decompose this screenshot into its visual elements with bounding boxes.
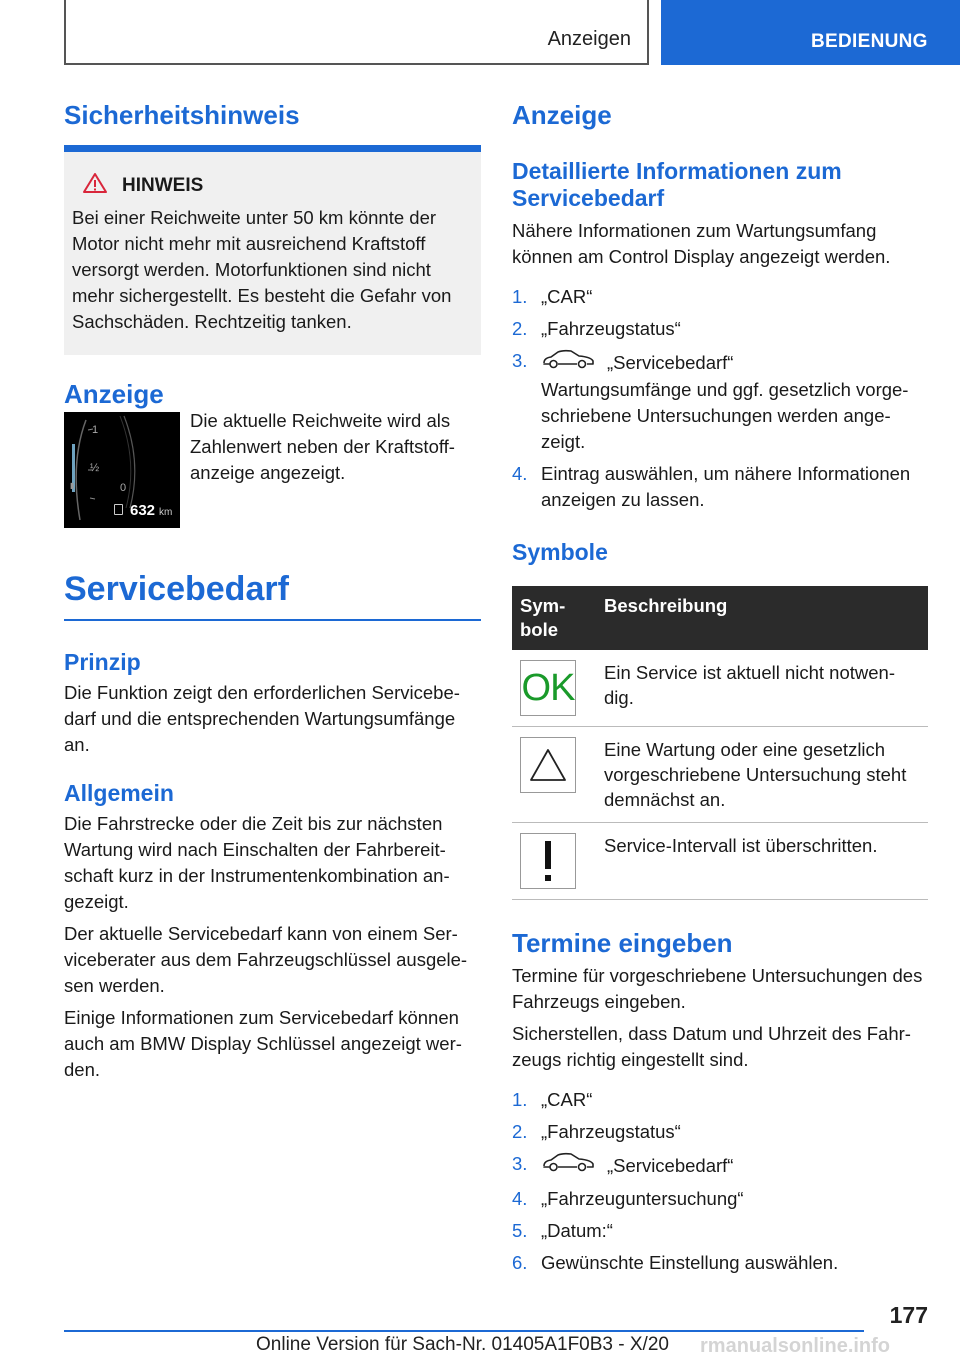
right-column — [512, 100, 928, 1276]
list-item: 4. Eintrag auswählen, um nähere Informationen anzeigen zu lassen. — [512, 463, 911, 510]
list-item: 3. „Servicebedarf“ Wartungsumfänge und ggf. gesetzlich vorge-schriebene Untersuchungen werden ange-zeigt. — [512, 350, 909, 452]
safety-heading-rule — [64, 145, 481, 152]
anzeige-heading-right: Anzeige — [512, 100, 612, 130]
list-item: 3. „Servicebedarf“ — [512, 1151, 928, 1180]
list-item: 6. Gewünschte Einstellung auswählen. — [512, 1252, 839, 1273]
gauge-mark-1: 1 — [92, 424, 99, 436]
list-item: 2. „Fahrzeugstatus“ — [512, 318, 681, 339]
page-number: 177 — [889, 1302, 928, 1328]
service-heading: Servicebedarf — [64, 570, 289, 608]
table-cell: Ein Service ist aktuell nicht notwen-dig. — [596, 650, 928, 727]
table-cell: Eine Wartung oder eine gesetzlich vorgeschriebene Untersuchung steht demnächst an. — [596, 727, 928, 823]
gauge-range-unit: km — [159, 507, 173, 518]
termine-steps-list — [512, 1087, 928, 1276]
notice-header — [82, 172, 473, 199]
symbols-table — [512, 586, 928, 900]
termine-paragraph-2: Sicherstellen, dass Datum und Uhrzeit des Fahr-zeugs richtig eingestellt sind. — [512, 1023, 911, 1070]
list-item: 1. „CAR“ — [512, 1089, 593, 1110]
watermark: rmanualsonline.info — [700, 1335, 891, 1357]
table-cell: Service-Intervall ist überschritten. — [596, 823, 928, 900]
allgemein-heading: Allgemein — [64, 780, 174, 806]
exclamation-icon — [520, 833, 576, 889]
termine-heading: Termine eingeben — [512, 928, 733, 958]
prinzip-text: Die Funktion zeigt den erforderlichen Servicebe-darf und die entsprechenden Wartungsumfänge an. — [64, 682, 460, 755]
footer-text: Online Version für Sach-Nr. 01405A1F0B3 - X/20 — [256, 1334, 669, 1355]
detail-text: Nähere Informationen zum Wartungsumfang können am Control Display angezeigt werden. — [512, 220, 891, 267]
fuel-pump-icon — [114, 504, 123, 515]
header-section-label: Anzeigen — [547, 28, 631, 50]
gauge-mark-half: ½ — [90, 462, 100, 474]
warning-triangle-icon — [520, 737, 576, 793]
detail-heading: Detaillierte Informationen zum Servicebedarf — [512, 158, 842, 211]
car-icon — [541, 348, 597, 377]
fuel-gauge-image — [64, 412, 180, 528]
warning-icon — [82, 172, 108, 199]
notice-text: Bei einer Reichweite unter 50 km könnte der Motor nicht mehr mit ausreichend Kraftstoff versorgt werden. Motorfunktionen sind nicht mehr sichergestellt. Es besteht die Gefahr von Sachschäden. Rechtzeitig tanken. — [72, 207, 452, 332]
list-item: 2. „Fahrzeugstatus“ — [512, 1121, 681, 1142]
anzeige-block — [64, 412, 481, 528]
anzeige-text: Die aktuelle Reichweite wird als Zahlenwert neben der Kraftstoff-anzeige angezeigt. — [190, 410, 455, 483]
list-item: 4. „Fahrzeuguntersuchung“ — [512, 1188, 744, 1209]
anzeige-heading: Anzeige — [64, 379, 164, 409]
footer-rule — [64, 1330, 864, 1332]
symbole-heading: Symbole — [512, 539, 608, 565]
header-chapter-label: BEDIENUNG — [811, 31, 928, 52]
list-item: 5. „Datum:“ — [512, 1220, 613, 1241]
service-heading-rule — [64, 619, 481, 621]
left-column — [64, 100, 481, 1083]
safety-heading: Sicherheitshinweis — [64, 100, 300, 130]
allgemein-paragraph-1: Die Fahrstrecke oder die Zeit bis zur nächsten Wartung wird nach Einschalten der Fahrbereit-schaft kurz in der Instrumentenkombination an-gezeigt. — [64, 813, 450, 912]
service-steps-list — [512, 284, 928, 513]
table-row — [512, 650, 928, 727]
car-icon — [541, 1151, 597, 1180]
header-section-tab — [64, 0, 649, 65]
notice-title: HINWEIS — [122, 174, 204, 196]
table-row — [512, 727, 928, 823]
gauge-mark-0: 0 — [120, 482, 127, 494]
header-chapter-tab — [661, 0, 960, 65]
svg-text:▮: ▮ — [70, 481, 75, 490]
allgemein-paragraph-2: Der aktuelle Servicebedarf kann von einem Ser-viceberater aus dem Fahrzeugschlüssel ausgele-sen werden. — [64, 923, 468, 996]
list-item: 1. „CAR“ — [512, 286, 593, 307]
prinzip-heading: Prinzip — [64, 649, 141, 675]
gauge-range-value: 632 — [130, 502, 156, 519]
ok-icon: OK — [520, 660, 576, 716]
table-row — [512, 823, 928, 900]
table-header-description: Beschreibung — [596, 586, 928, 650]
allgemein-paragraph-3: Einige Informationen zum Servicebedarf können auch am BMW Display Schlüssel angezeigt wer-den. — [64, 1007, 462, 1080]
notice-box — [64, 152, 481, 355]
table-header-symbols: Sym-bole — [512, 586, 596, 650]
termine-paragraph-1: Termine für vorgeschriebene Untersuchungen des Fahrzeugs eingeben. — [512, 965, 923, 1012]
